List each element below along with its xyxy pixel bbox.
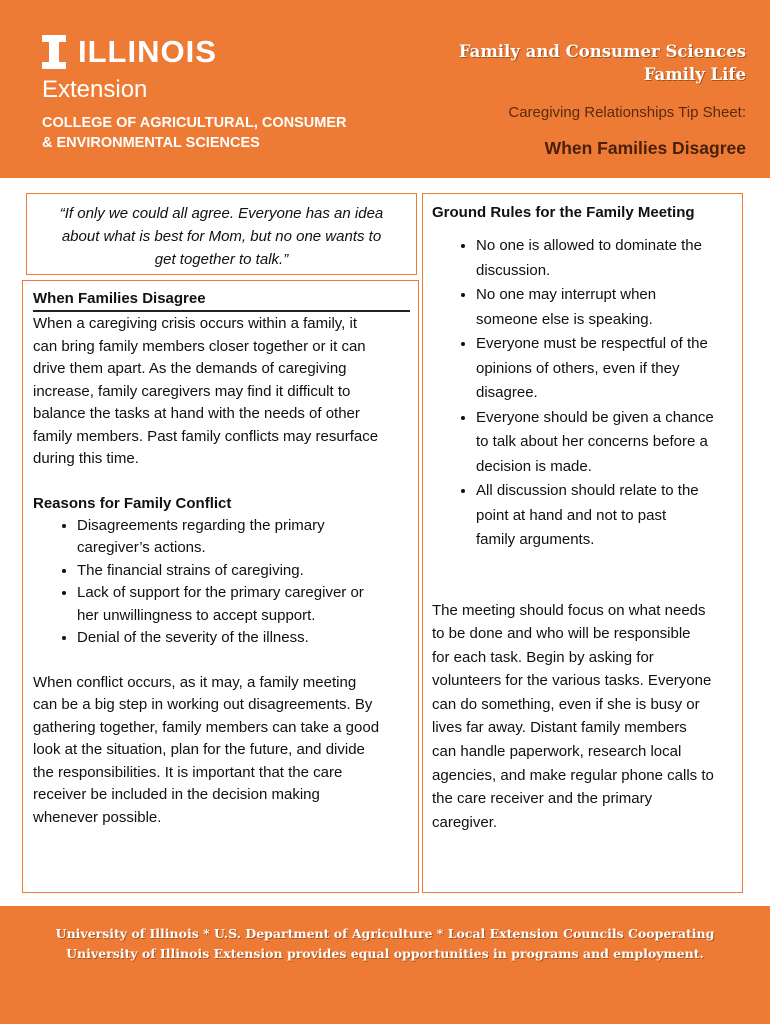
illinois-logo: [42, 34, 217, 70]
list-item: • Everyone must be respectful of the opinions of others, even if they disagree.: [476, 332, 742, 406]
list-item: • Denial of the severity of the illness.: [77, 627, 418, 650]
brand-name: ILLINOIS: [78, 34, 217, 69]
intro-paragraph: When a caregiving crisis occurs within a family, it can bring family members closer together or it can drive them apart. As the demands of caregiving increase, family caregivers may find it difficult to balance the tasks at hand with the needs of other family members. Past family conflicts may resurface during this time.: [33, 315, 379, 467]
section-heading-reasons: Reasons for Family Conflict: [33, 494, 232, 512]
section-heading-when-families-disagree: When Families Disagree: [33, 288, 410, 312]
brand-subtitle: Extension: [42, 76, 148, 103]
header-banner: [0, 0, 770, 178]
list-item: • The financial strains of caregiving.: [77, 560, 418, 583]
department-name: Family and Consumer Sciences Family Life: [458, 42, 746, 84]
ground-rules-list: [432, 234, 742, 553]
quote-box: [26, 193, 417, 275]
block-i-icon: [42, 35, 66, 69]
reasons-list: [33, 515, 418, 650]
list-item: • Disagreements regarding the primary caregiver’s actions.: [77, 515, 418, 560]
left-column: [22, 280, 419, 893]
pull-quote: “If only we could all agree. Everyone has an idea about what is best for Mom, but no one wants to get together to talk.”: [59, 205, 384, 268]
list-item: • Everyone should be given a chance to talk about her concerns before a decision is made.: [476, 406, 742, 480]
college-name: COLLEGE OF AGRICULTURAL, CONSUMER & ENVIRONMENTAL SCIENCES: [42, 115, 347, 151]
list-item: • All discussion should relate to the point at hand and not to past family arguments.: [476, 479, 742, 553]
tipsheet-label: Caregiving Relationships Tip Sheet:: [508, 104, 746, 121]
footer-banner: [0, 906, 770, 1024]
right-column: [422, 193, 743, 893]
footer-text: University of Illinois * U.S. Department of Agriculture * Local Extension Councils Cooperating University of Illinois Extension provides equal opportunities in programs and employment.: [55, 926, 715, 961]
closing-paragraph-right: The meeting should focus on what needs to be done and who will be responsible for each task. Begin by asking for volunteers for the various tasks. Everyone can do something, even if she is busy or lives far away. Distant family members can handle paperwork, research local agencies, and make regular phone calls to the care receiver and the primary caregiver.: [432, 601, 714, 831]
list-item: • No one is allowed to dominate the discussion.: [476, 234, 742, 283]
list-item: • No one may interrupt when someone else is speaking.: [476, 283, 742, 332]
closing-paragraph-left: When conflict occurs, as it may, a family meeting can be a big step in working out disagreements. By gathering together, family members can take a good look at the situation, plan for the future, and divide the responsibilities. It is important that the care receiver be included in the decision making whenever possible.: [33, 673, 380, 826]
list-item: • Lack of support for the primary caregiver or her unwillingness to accept support.: [77, 582, 418, 627]
section-heading-ground-rules: Ground Rules for the Family Meeting: [432, 204, 695, 221]
tipsheet-title: When Families Disagree: [544, 138, 746, 158]
